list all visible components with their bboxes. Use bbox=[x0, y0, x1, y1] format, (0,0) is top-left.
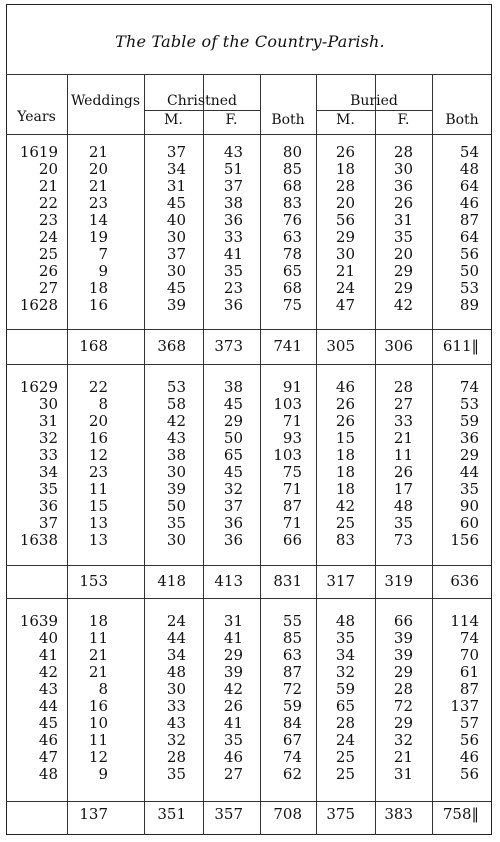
cell-year: 48 bbox=[38, 765, 58, 783]
cell-buried-m: 48 bbox=[335, 612, 355, 630]
cell-buried-m: 34 bbox=[335, 646, 355, 664]
cell-buried-f: 11 bbox=[393, 446, 413, 464]
cell-christned-m: 35 bbox=[166, 514, 186, 532]
rule-h-3 bbox=[6, 364, 492, 365]
cell-buried-both: 54 bbox=[459, 143, 479, 161]
header-christned-f: F. bbox=[225, 112, 238, 128]
cell-christned-f: 37 bbox=[223, 177, 243, 195]
cell-year: 42 bbox=[38, 663, 58, 681]
cell-year: 1628 bbox=[19, 296, 58, 314]
total-weddings: 137 bbox=[79, 805, 108, 823]
cell-year: 44 bbox=[38, 697, 58, 715]
cell-year: 25 bbox=[38, 245, 58, 263]
cell-christned-f: 29 bbox=[223, 646, 243, 664]
cell-buried-both: 36 bbox=[459, 429, 479, 447]
rule-h-1 bbox=[6, 134, 492, 135]
cell-buried-f: 29 bbox=[393, 663, 413, 681]
cell-weddings: 20 bbox=[88, 412, 108, 430]
cell-christned-f: 50 bbox=[223, 429, 243, 447]
total-buried-both: 636 bbox=[450, 572, 479, 590]
cell-christned-both: 76 bbox=[282, 211, 302, 229]
cell-buried-f: 28 bbox=[393, 680, 413, 698]
cell-christned-f: 37 bbox=[223, 497, 243, 515]
cell-buried-both: 46 bbox=[459, 748, 479, 766]
cell-buried-both: 56 bbox=[459, 245, 479, 263]
cell-buried-m: 28 bbox=[335, 714, 355, 732]
total-christned-both: 831 bbox=[273, 572, 302, 590]
cell-christned-f: 36 bbox=[223, 296, 243, 314]
total-buried-both: 611‖ bbox=[442, 337, 479, 355]
cell-buried-m: 18 bbox=[335, 463, 355, 481]
cell-buried-both: 64 bbox=[459, 228, 479, 246]
cell-buried-m: 32 bbox=[335, 663, 355, 681]
cell-christned-m: 48 bbox=[166, 663, 186, 681]
cell-christned-m: 33 bbox=[166, 697, 186, 715]
cell-christned-f: 38 bbox=[223, 378, 243, 396]
cell-weddings: 21 bbox=[88, 143, 108, 161]
header-buried-m: M. bbox=[336, 112, 355, 128]
cell-year: 40 bbox=[38, 629, 58, 647]
cell-weddings: 14 bbox=[88, 211, 108, 229]
cell-christned-f: 46 bbox=[223, 748, 243, 766]
cell-buried-f: 31 bbox=[393, 211, 413, 229]
cell-christned-both: 75 bbox=[282, 463, 302, 481]
cell-buried-both: 29 bbox=[459, 446, 479, 464]
cell-buried-both: 53 bbox=[459, 395, 479, 413]
cell-year: 21 bbox=[38, 177, 58, 195]
cell-weddings: 22 bbox=[88, 378, 108, 396]
cell-christned-both: 103 bbox=[273, 395, 302, 413]
cell-buried-f: 66 bbox=[393, 612, 413, 630]
cell-buried-f: 26 bbox=[393, 194, 413, 212]
cell-weddings: 15 bbox=[88, 497, 108, 515]
cell-weddings: 8 bbox=[98, 395, 108, 413]
cell-christned-both: 68 bbox=[282, 279, 302, 297]
cell-year: 1638 bbox=[19, 531, 58, 549]
cell-christned-both: 71 bbox=[282, 480, 302, 498]
cell-christned-both: 91 bbox=[282, 378, 302, 396]
cell-buried-both: 56 bbox=[459, 731, 479, 749]
cell-buried-m: 47 bbox=[335, 296, 355, 314]
cell-christned-both: 78 bbox=[282, 245, 302, 263]
cell-christned-m: 37 bbox=[166, 143, 186, 161]
cell-buried-m: 26 bbox=[335, 412, 355, 430]
cell-christned-both: 87 bbox=[282, 663, 302, 681]
cell-buried-f: 28 bbox=[393, 143, 413, 161]
cell-weddings: 16 bbox=[88, 429, 108, 447]
cell-buried-m: 42 bbox=[335, 497, 355, 515]
cell-buried-m: 56 bbox=[335, 211, 355, 229]
cell-christned-f: 36 bbox=[223, 514, 243, 532]
cell-weddings: 16 bbox=[88, 296, 108, 314]
cell-buried-f: 20 bbox=[393, 245, 413, 263]
cell-weddings: 11 bbox=[88, 731, 108, 749]
cell-christned-both: 85 bbox=[282, 160, 302, 178]
cell-christned-both: 67 bbox=[282, 731, 302, 749]
cell-buried-m: 35 bbox=[335, 629, 355, 647]
cell-christned-f: 35 bbox=[223, 731, 243, 749]
cell-christned-f: 31 bbox=[223, 612, 243, 630]
cell-buried-f: 26 bbox=[393, 463, 413, 481]
cell-christned-both: 93 bbox=[282, 429, 302, 447]
total-buried-f: 306 bbox=[384, 337, 413, 355]
cell-christned-m: 30 bbox=[166, 680, 186, 698]
cell-christned-m: 39 bbox=[166, 480, 186, 498]
rule-h-0 bbox=[6, 74, 492, 75]
cell-buried-m: 18 bbox=[335, 446, 355, 464]
cell-christned-m: 50 bbox=[166, 497, 186, 515]
cell-christned-both: 72 bbox=[282, 680, 302, 698]
rule-buried-sub bbox=[316, 110, 432, 111]
cell-christned-both: 63 bbox=[282, 228, 302, 246]
cell-buried-f: 31 bbox=[393, 765, 413, 783]
cell-christned-f: 33 bbox=[223, 228, 243, 246]
cell-christned-both: 68 bbox=[282, 177, 302, 195]
cell-christned-both: 71 bbox=[282, 514, 302, 532]
cell-weddings: 20 bbox=[88, 160, 108, 178]
cell-weddings: 16 bbox=[88, 697, 108, 715]
cell-year: 1639 bbox=[19, 612, 58, 630]
cell-year: 27 bbox=[38, 279, 58, 297]
table-title: The Table of the Country-Parish. bbox=[115, 32, 385, 51]
cell-christned-m: 58 bbox=[166, 395, 186, 413]
cell-weddings: 21 bbox=[88, 177, 108, 195]
total-weddings: 153 bbox=[79, 572, 108, 590]
cell-christned-m: 42 bbox=[166, 412, 186, 430]
cell-buried-m: 20 bbox=[335, 194, 355, 212]
cell-buried-m: 59 bbox=[335, 680, 355, 698]
cell-buried-both: 53 bbox=[459, 279, 479, 297]
header-christned-m: M. bbox=[164, 112, 183, 128]
cell-buried-f: 29 bbox=[393, 279, 413, 297]
cell-buried-m: 24 bbox=[335, 279, 355, 297]
cell-weddings: 12 bbox=[88, 446, 108, 464]
cell-weddings: 19 bbox=[88, 228, 108, 246]
cell-buried-both: 87 bbox=[459, 211, 479, 229]
cell-christned-m: 43 bbox=[166, 429, 186, 447]
cell-buried-f: 29 bbox=[393, 714, 413, 732]
cell-buried-both: 46 bbox=[459, 194, 479, 212]
cell-christned-both: 63 bbox=[282, 646, 302, 664]
total-christned-f: 373 bbox=[214, 337, 243, 355]
cell-buried-both: 64 bbox=[459, 177, 479, 195]
cell-year: 23 bbox=[38, 211, 58, 229]
cell-year: 20 bbox=[38, 160, 58, 178]
cell-christned-m: 32 bbox=[166, 731, 186, 749]
cell-buried-both: 60 bbox=[459, 514, 479, 532]
cell-buried-m: 26 bbox=[335, 143, 355, 161]
cell-christned-m: 39 bbox=[166, 296, 186, 314]
cell-buried-both: 44 bbox=[459, 463, 479, 481]
cell-buried-both: 59 bbox=[459, 412, 479, 430]
total-christned-m: 418 bbox=[157, 572, 186, 590]
cell-buried-m: 15 bbox=[335, 429, 355, 447]
cell-buried-m: 24 bbox=[335, 731, 355, 749]
cell-christned-both: 71 bbox=[282, 412, 302, 430]
cell-buried-both: 61 bbox=[459, 663, 479, 681]
cell-buried-f: 42 bbox=[393, 296, 413, 314]
cell-buried-both: 50 bbox=[459, 262, 479, 280]
cell-christned-m: 40 bbox=[166, 211, 186, 229]
cell-buried-f: 21 bbox=[393, 429, 413, 447]
cell-buried-both: 74 bbox=[459, 629, 479, 647]
cell-buried-f: 39 bbox=[393, 646, 413, 664]
total-christned-both: 741 bbox=[273, 337, 302, 355]
cell-christned-m: 30 bbox=[166, 531, 186, 549]
cell-buried-m: 30 bbox=[335, 245, 355, 263]
total-buried-m: 305 bbox=[326, 337, 355, 355]
cell-buried-m: 26 bbox=[335, 395, 355, 413]
cell-weddings: 9 bbox=[98, 262, 108, 280]
cell-weddings: 18 bbox=[88, 279, 108, 297]
rule-h-6 bbox=[6, 801, 492, 802]
cell-buried-f: 72 bbox=[393, 697, 413, 715]
cell-weddings: 10 bbox=[88, 714, 108, 732]
rule-christned-sub bbox=[144, 110, 260, 111]
cell-christned-both: 80 bbox=[282, 143, 302, 161]
cell-weddings: 9 bbox=[98, 765, 108, 783]
cell-weddings: 11 bbox=[88, 480, 108, 498]
cell-buried-both: 90 bbox=[459, 497, 479, 515]
cell-buried-m: 46 bbox=[335, 378, 355, 396]
cell-christned-m: 43 bbox=[166, 714, 186, 732]
cell-buried-m: 25 bbox=[335, 514, 355, 532]
cell-christned-m: 34 bbox=[166, 646, 186, 664]
cell-christned-f: 41 bbox=[223, 245, 243, 263]
cell-christned-m: 24 bbox=[166, 612, 186, 630]
cell-year: 24 bbox=[38, 228, 58, 246]
rule-h-2 bbox=[6, 329, 492, 330]
total-christned-m: 368 bbox=[157, 337, 186, 355]
cell-christned-both: 65 bbox=[282, 262, 302, 280]
total-christned-m: 351 bbox=[157, 805, 186, 823]
cell-weddings: 8 bbox=[98, 680, 108, 698]
cell-christned-both: 75 bbox=[282, 296, 302, 314]
cell-christned-f: 36 bbox=[223, 211, 243, 229]
cell-year: 41 bbox=[38, 646, 58, 664]
cell-year: 33 bbox=[38, 446, 58, 464]
cell-year: 46 bbox=[38, 731, 58, 749]
cell-buried-f: 17 bbox=[393, 480, 413, 498]
cell-christned-f: 45 bbox=[223, 463, 243, 481]
cell-year: 1619 bbox=[19, 143, 58, 161]
cell-weddings: 11 bbox=[88, 629, 108, 647]
cell-weddings: 18 bbox=[88, 612, 108, 630]
cell-buried-both: 89 bbox=[459, 296, 479, 314]
cell-weddings: 7 bbox=[98, 245, 108, 263]
cell-buried-both: 74 bbox=[459, 378, 479, 396]
cell-christned-f: 36 bbox=[223, 531, 243, 549]
header-years: Years bbox=[17, 109, 56, 125]
total-christned-both: 708 bbox=[273, 805, 302, 823]
rule-h-5 bbox=[6, 598, 492, 599]
cell-year: 34 bbox=[38, 463, 58, 481]
cell-buried-f: 32 bbox=[393, 731, 413, 749]
cell-christned-f: 51 bbox=[223, 160, 243, 178]
cell-christned-f: 23 bbox=[223, 279, 243, 297]
cell-buried-both: 156 bbox=[450, 531, 479, 549]
cell-christned-f: 45 bbox=[223, 395, 243, 413]
cell-christned-f: 32 bbox=[223, 480, 243, 498]
cell-buried-f: 48 bbox=[393, 497, 413, 515]
cell-year: 26 bbox=[38, 262, 58, 280]
cell-year: 36 bbox=[38, 497, 58, 515]
header-buried-both: Both bbox=[445, 112, 479, 128]
total-christned-f: 413 bbox=[214, 572, 243, 590]
cell-buried-m: 21 bbox=[335, 262, 355, 280]
cell-year: 47 bbox=[38, 748, 58, 766]
cell-christned-m: 37 bbox=[166, 245, 186, 263]
cell-christned-m: 45 bbox=[166, 194, 186, 212]
cell-buried-f: 30 bbox=[393, 160, 413, 178]
cell-christned-both: 84 bbox=[282, 714, 302, 732]
cell-buried-m: 29 bbox=[335, 228, 355, 246]
rule-h-4 bbox=[6, 565, 492, 566]
header-buried: Buried bbox=[350, 93, 398, 109]
cell-buried-m: 25 bbox=[335, 765, 355, 783]
cell-christned-f: 27 bbox=[223, 765, 243, 783]
cell-buried-m: 18 bbox=[335, 160, 355, 178]
cell-buried-f: 36 bbox=[393, 177, 413, 195]
cell-christned-m: 28 bbox=[166, 748, 186, 766]
cell-christned-m: 30 bbox=[166, 262, 186, 280]
cell-buried-both: 70 bbox=[459, 646, 479, 664]
cell-buried-both: 87 bbox=[459, 680, 479, 698]
cell-buried-f: 33 bbox=[393, 412, 413, 430]
cell-weddings: 21 bbox=[88, 663, 108, 681]
total-buried-m: 375 bbox=[326, 805, 355, 823]
cell-buried-m: 28 bbox=[335, 177, 355, 195]
cell-year: 31 bbox=[38, 412, 58, 430]
cell-year: 1629 bbox=[19, 378, 58, 396]
cell-christned-m: 30 bbox=[166, 463, 186, 481]
cell-christned-f: 43 bbox=[223, 143, 243, 161]
header-christned: Christned bbox=[167, 93, 237, 109]
cell-christned-f: 41 bbox=[223, 629, 243, 647]
cell-christned-f: 26 bbox=[223, 697, 243, 715]
cell-weddings: 12 bbox=[88, 748, 108, 766]
cell-year: 45 bbox=[38, 714, 58, 732]
cell-weddings: 13 bbox=[88, 531, 108, 549]
cell-buried-m: 25 bbox=[335, 748, 355, 766]
cell-buried-both: 35 bbox=[459, 480, 479, 498]
cell-christned-f: 38 bbox=[223, 194, 243, 212]
total-weddings: 168 bbox=[79, 337, 108, 355]
cell-year: 37 bbox=[38, 514, 58, 532]
cell-christned-m: 31 bbox=[166, 177, 186, 195]
cell-christned-f: 29 bbox=[223, 412, 243, 430]
cell-buried-m: 83 bbox=[335, 531, 355, 549]
header-buried-f: F. bbox=[397, 112, 410, 128]
cell-christned-m: 38 bbox=[166, 446, 186, 464]
cell-buried-f: 28 bbox=[393, 378, 413, 396]
cell-buried-both: 137 bbox=[450, 697, 479, 715]
cell-buried-f: 29 bbox=[393, 262, 413, 280]
cell-christned-m: 34 bbox=[166, 160, 186, 178]
cell-year: 22 bbox=[38, 194, 58, 212]
cell-buried-f: 35 bbox=[393, 228, 413, 246]
cell-christned-both: 55 bbox=[282, 612, 302, 630]
cell-christned-both: 83 bbox=[282, 194, 302, 212]
header-weddings: Weddings bbox=[70, 93, 141, 109]
cell-weddings: 21 bbox=[88, 646, 108, 664]
cell-year: 35 bbox=[38, 480, 58, 498]
cell-christned-both: 87 bbox=[282, 497, 302, 515]
cell-buried-f: 21 bbox=[393, 748, 413, 766]
cell-christned-both: 66 bbox=[282, 531, 302, 549]
header-christned-both: Both bbox=[271, 112, 305, 128]
total-buried-f: 319 bbox=[384, 572, 413, 590]
cell-buried-f: 39 bbox=[393, 629, 413, 647]
cell-christned-f: 39 bbox=[223, 663, 243, 681]
total-christned-f: 357 bbox=[214, 805, 243, 823]
cell-christned-f: 35 bbox=[223, 262, 243, 280]
cell-year: 30 bbox=[38, 395, 58, 413]
cell-buried-both: 56 bbox=[459, 765, 479, 783]
cell-christned-both: 59 bbox=[282, 697, 302, 715]
cell-christned-m: 45 bbox=[166, 279, 186, 297]
cell-christned-m: 30 bbox=[166, 228, 186, 246]
total-buried-m: 317 bbox=[326, 572, 355, 590]
cell-christned-both: 62 bbox=[282, 765, 302, 783]
total-buried-both: 758‖ bbox=[442, 805, 479, 823]
cell-christned-f: 41 bbox=[223, 714, 243, 732]
cell-weddings: 23 bbox=[88, 194, 108, 212]
cell-buried-both: 114 bbox=[450, 612, 479, 630]
cell-christned-m: 53 bbox=[166, 378, 186, 396]
cell-buried-both: 48 bbox=[459, 160, 479, 178]
cell-weddings: 13 bbox=[88, 514, 108, 532]
cell-christned-f: 65 bbox=[223, 446, 243, 464]
cell-year: 43 bbox=[38, 680, 58, 698]
cell-christned-both: 85 bbox=[282, 629, 302, 647]
cell-christned-both: 103 bbox=[273, 446, 302, 464]
cell-buried-f: 27 bbox=[393, 395, 413, 413]
cell-buried-m: 18 bbox=[335, 480, 355, 498]
cell-year: 32 bbox=[38, 429, 58, 447]
cell-christned-m: 35 bbox=[166, 765, 186, 783]
cell-buried-m: 65 bbox=[335, 697, 355, 715]
cell-christned-m: 44 bbox=[166, 629, 186, 647]
cell-buried-f: 35 bbox=[393, 514, 413, 532]
cell-buried-f: 73 bbox=[393, 531, 413, 549]
cell-weddings: 23 bbox=[88, 463, 108, 481]
cell-christned-both: 74 bbox=[282, 748, 302, 766]
total-buried-f: 383 bbox=[384, 805, 413, 823]
cell-christned-f: 42 bbox=[223, 680, 243, 698]
cell-buried-both: 57 bbox=[459, 714, 479, 732]
